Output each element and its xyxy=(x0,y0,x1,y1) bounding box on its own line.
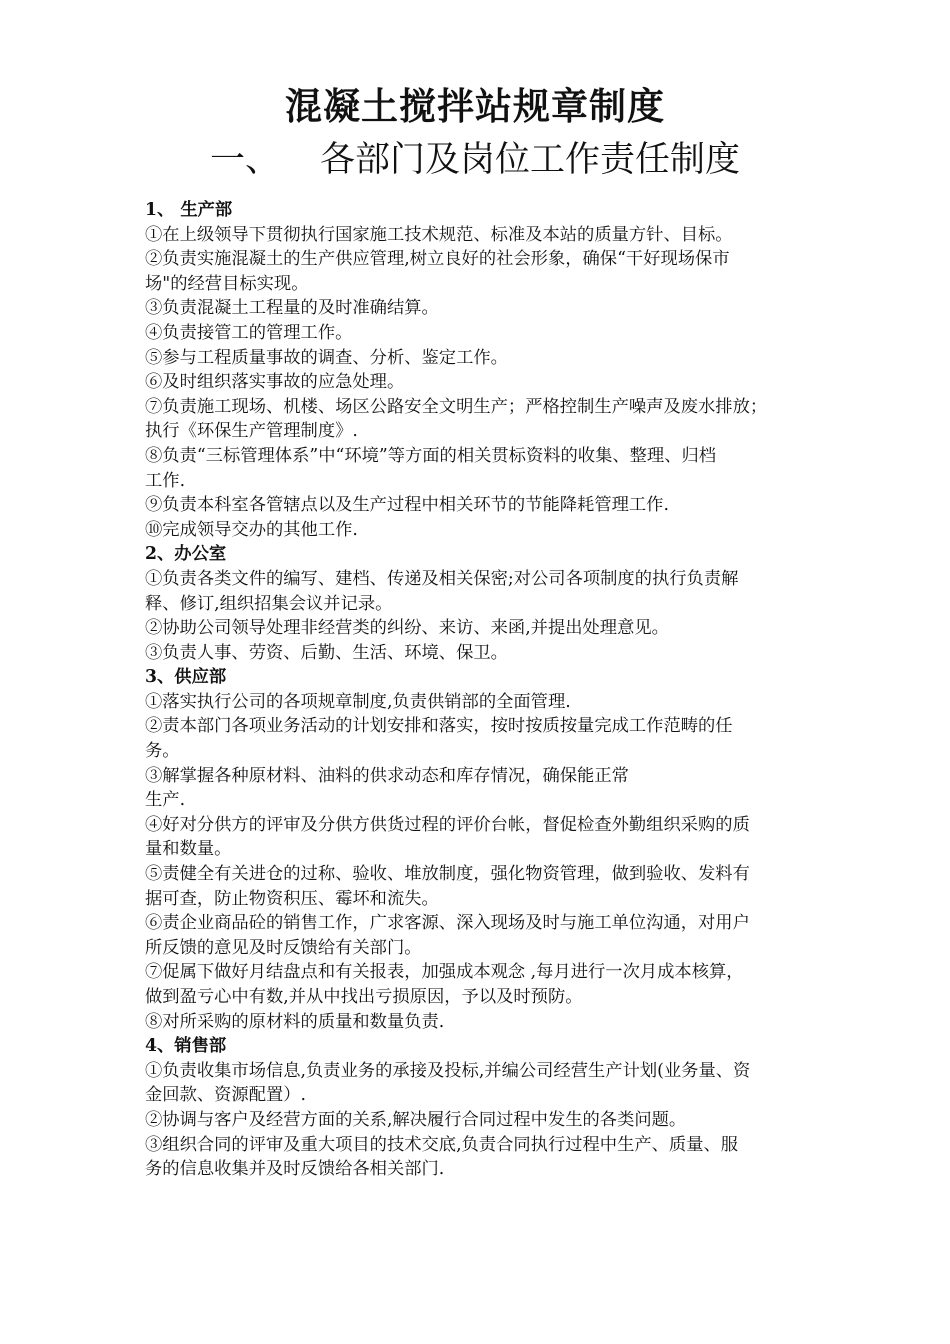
text-line: 释、修订,组织招集会议并记录。 xyxy=(145,593,393,614)
text-line: ②协调与客户及经营方面的关系,解决履行合同过程中发生的各类问题。 xyxy=(145,1109,687,1130)
text-line: 场"的经营目标实现。 xyxy=(145,273,309,294)
text-line: ④好对分供方的评审及分供方供货过程的评价台帐，督促检查外勤组织采购的质 xyxy=(145,814,750,835)
department-heading: 4、销售部 xyxy=(145,1036,227,1057)
text-line: ③负责混凝土工程量的及时准确结算。 xyxy=(145,298,439,319)
department-heading: 1、 生产部 xyxy=(145,200,233,220)
text-line: 量和数量。 xyxy=(145,839,232,860)
text-line: ⑦促属下做好月结盘点和有关报表，加强成本观念 ,每月进行一次月成本核算， xyxy=(145,962,744,983)
text-line: ⑨负责本科室各管辖点以及生产过程中相关环节的节能降耗管理工作. xyxy=(145,495,669,516)
text-line: ⑩完成领导交办的其他工作. xyxy=(145,519,358,540)
text-line: 据可查，防止物资积压、霉坏和流失。 xyxy=(145,888,439,909)
text-line: ③负责人事、劳资、后勤、生活、环境、保卫。 xyxy=(145,642,508,663)
document-title: 混凝土搅拌站规章制度 xyxy=(285,84,665,128)
text-line: 工作. xyxy=(145,470,186,491)
text-line: ③组织合同的评审及重大项目的技术交底,负责合同执行过程中生产、质量、服 xyxy=(145,1134,739,1155)
text-line: ②责本部门各项业务活动的计划安排和落实，按时按质按量完成工作范畴的任 xyxy=(145,716,733,737)
text-line: 做到盈亏心中有数,并从中找出亏损原因，予以及时预防。 xyxy=(145,987,583,1007)
text-line: 务的信息收集并及时反馈给各相关部门. xyxy=(145,1159,445,1180)
text-line: ①负责收集市场信息,负责业务的承接及投标,并编公司经营生产计划(业务量、资 xyxy=(145,1060,751,1081)
department-heading: 3、供应部 xyxy=(145,667,227,688)
text-line: 金回款、资源配置）. xyxy=(145,1085,307,1106)
text-line: 生产. xyxy=(145,790,186,811)
text-line: ⑧负责“三标管理体系”中“环境”等方面的相关贯标资料的收集、整理、归档 xyxy=(145,445,717,466)
text-line: ⑥责企业商品砼的销售工作，广求客源、深入现场及时与施工单位沟通，对用户 xyxy=(145,913,750,934)
section-title-text: 各部门及岗位工作责任制度 xyxy=(320,140,741,180)
department-heading: 2、办公室 xyxy=(145,544,227,565)
text-line: ②负责实施混凝土的生产供应管理,树立良好的社会形象，确保“干好现场保市 xyxy=(145,249,730,270)
text-line: ①负责各类文件的编写、建档、传递及相关保密;对公司各项制度的执行负责解 xyxy=(145,568,739,589)
text-line: 务。 xyxy=(145,741,180,762)
text-line: ⑤参与工程质量事故的调查、分析、鉴定工作。 xyxy=(145,347,508,368)
text-line: ⑧对所采购的原材料的质量和数量负责. xyxy=(145,1011,445,1032)
text-line: ③解掌握各种原材料、油料的供求动态和库存情况，确保能正常 xyxy=(145,765,629,786)
text-line: ④负责接管工的管理工作。 xyxy=(145,322,353,343)
section-number: 一、 xyxy=(209,140,280,180)
text-line: ⑥及时组织落实事故的应急处理。 xyxy=(145,372,405,393)
text-line: 所反馈的意见及时反馈给有关部门。 xyxy=(145,937,422,958)
text-line: ①落实执行公司的各项规章制度,负责供销部的全面管理. xyxy=(145,691,571,712)
text-line: ⑤责健全有关进仓的过称、验收、堆放制度，强化物资管理，做到验收、发料有 xyxy=(145,864,750,885)
text-line: ⑦负责施工现场、机楼、场区公路安全文明生产；严格控制生产噪声及废水排放； xyxy=(145,396,768,417)
document-body xyxy=(145,198,817,1182)
text-line: ①在上级领导下贯彻执行国家施工技术规范、标准及本站的质量方针、目标。 xyxy=(145,224,733,245)
text-line: 执行《环保生产管理制度》. xyxy=(145,421,358,442)
section-title xyxy=(0,136,950,184)
text-line: ②协助公司领导处理非经营类的纠纷、来访、来函,并提出处理意见。 xyxy=(145,618,669,639)
